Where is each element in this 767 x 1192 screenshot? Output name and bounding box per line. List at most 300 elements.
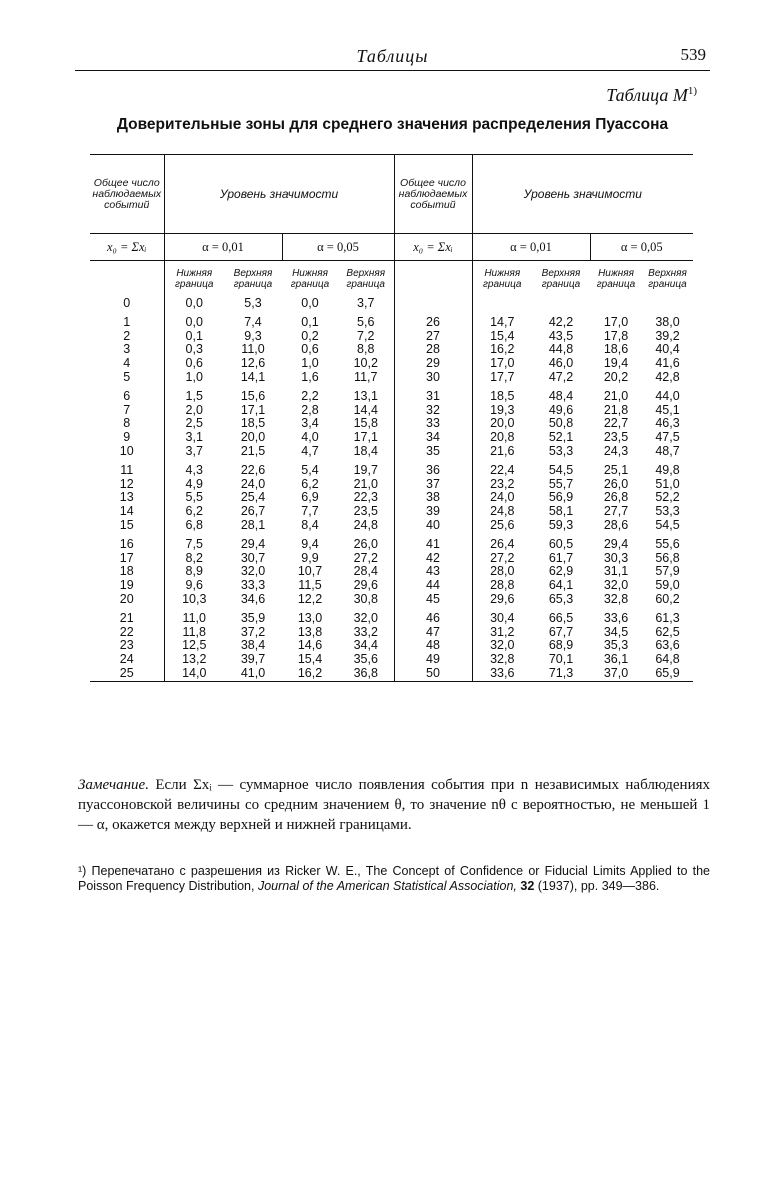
right-value-cell: 32,0 — [490, 638, 515, 653]
right-value-cell: 24,8 — [490, 504, 515, 519]
right-value-cell: 17,0 — [490, 356, 515, 371]
upper-bound-header: Верхняя граница — [338, 261, 394, 298]
left-value-cell: 14,1 — [240, 369, 266, 384]
left-value-cell: 3,7 — [338, 297, 394, 311]
right-value-cell: 26,0 — [603, 476, 629, 491]
rule-cell — [394, 681, 472, 682]
right-value-cell: 24,3 — [603, 443, 629, 458]
right-value-cell: 63,6 — [655, 638, 680, 653]
right-events-cell: 39 — [394, 505, 472, 519]
header-row-1 — [90, 155, 693, 234]
right-events-cell: 42 — [394, 552, 472, 566]
right-value-cell: 57,9 — [655, 564, 680, 579]
table-body — [90, 297, 693, 681]
table-row — [90, 505, 693, 519]
left-value-cell: 33,2 — [338, 626, 394, 640]
left-value-cell: 10,3 — [182, 591, 207, 606]
left-value-cell: 19,7 — [338, 459, 394, 478]
lower-bound-header: Нижняя граница — [174, 268, 214, 290]
right-value-cell: 52,1 — [548, 430, 574, 445]
right-events-cell: 43 — [394, 565, 472, 579]
table-row — [90, 371, 693, 385]
right-value-cell: 46,3 — [655, 416, 680, 431]
right-value-cell: 45,1 — [655, 402, 680, 417]
left-value-cell: 8,9 — [185, 564, 203, 579]
right-value-cell: 27,7 — [603, 504, 629, 519]
left-value-cell: 4,3 — [185, 462, 203, 477]
right-value-cell: 54,5 — [548, 462, 574, 477]
right-value-cell: 29,6 — [490, 591, 515, 606]
left-events-cell: 1 — [90, 311, 164, 330]
table-label — [606, 85, 697, 106]
note-lead: Замечание. — [78, 777, 149, 793]
total-events-header-right: Общее число наблюдаемых событий — [394, 155, 472, 234]
left-value-cell: 11,7 — [338, 371, 394, 385]
left-value-cell: 14,4 — [338, 404, 394, 418]
right-events-cell: 49 — [394, 653, 472, 667]
table-row — [90, 459, 693, 478]
left-events-cell: 15 — [90, 519, 164, 533]
right-value-cell: 53,3 — [655, 504, 680, 519]
right-value-cell: 56,9 — [548, 490, 574, 505]
left-value-cell: 24,8 — [338, 519, 394, 533]
right-value-cell: 22,4 — [490, 462, 515, 477]
left-events-cell: 6 — [90, 385, 164, 404]
right-value-cell: 38,0 — [655, 314, 680, 329]
right-value-cell: 60,2 — [655, 591, 680, 606]
left-value-cell: 0,6 — [185, 356, 203, 371]
upper-bound-header: Верхняя граница — [648, 268, 687, 290]
right-value-cell: 15,4 — [490, 328, 515, 343]
alpha-005-left: α = 0,05 — [282, 234, 394, 261]
left-value-cell: 29,6 — [338, 579, 394, 593]
table-row — [90, 653, 693, 667]
left-value-cell: 16,2 — [297, 665, 323, 680]
left-value-cell: 8,4 — [301, 517, 319, 532]
left-value-cell: 3,4 — [301, 416, 319, 431]
right-events-cell: 38 — [394, 491, 472, 505]
left-value-cell: 11,0 — [182, 610, 206, 625]
left-value-cell: 13,0 — [297, 610, 323, 625]
right-value-cell: 55,6 — [655, 536, 680, 551]
right-value-cell — [590, 297, 642, 311]
left-value-cell: 5,4 — [301, 462, 319, 477]
table-row — [90, 297, 693, 311]
right-value-cell: 31,2 — [490, 624, 515, 639]
table-row — [90, 639, 693, 653]
blank-header-cell — [90, 261, 164, 298]
table-row — [90, 311, 693, 330]
total-events-header: Общее число наблюдаемых событий — [90, 155, 164, 234]
rule-cell — [164, 681, 224, 682]
left-value-cell: 0,0 — [301, 296, 319, 310]
right-value-cell: 71,3 — [548, 665, 574, 680]
right-value-cell: 21,8 — [603, 402, 629, 417]
right-value-cell: 64,8 — [655, 652, 680, 667]
upper-bound-header: Верхняя граница — [541, 268, 581, 290]
left-value-cell: 30,8 — [338, 593, 394, 607]
left-value-cell: 13,1 — [338, 385, 394, 404]
left-value-cell: 7,4 — [244, 314, 262, 329]
table-bottom-rule — [90, 681, 693, 682]
left-events-cell: 8 — [90, 417, 164, 431]
left-value-cell: 15,4 — [297, 652, 323, 667]
right-events-cell: 27 — [394, 330, 472, 344]
header-row-3 — [90, 261, 693, 298]
right-events-cell: 40 — [394, 519, 472, 533]
right-value-cell: 29,4 — [603, 536, 629, 551]
right-value-cell: 48,4 — [548, 388, 574, 403]
left-events-cell: 3 — [90, 343, 164, 357]
left-value-cell: 30,7 — [240, 550, 266, 565]
right-value-cell: 23,2 — [490, 476, 515, 491]
x0-formula-left: x₀ = Σxᵢ — [90, 234, 164, 261]
x0-formula-right: x₀ = Σxᵢ — [394, 234, 472, 261]
right-events-cell: 44 — [394, 579, 472, 593]
left-value-cell: 7,2 — [338, 330, 394, 344]
significance-header-right: Уровень значимости — [472, 155, 693, 234]
left-value-cell: 6,2 — [185, 504, 203, 519]
footnote-volume: 32 — [520, 879, 535, 893]
left-events-cell: 7 — [90, 404, 164, 418]
right-events-cell — [394, 297, 472, 311]
table-row — [90, 445, 693, 459]
left-value-cell: 26,0 — [338, 533, 394, 552]
right-value-cell: 47,5 — [655, 430, 680, 445]
right-value-cell: 20,2 — [603, 369, 629, 384]
rule-cell — [472, 681, 532, 682]
right-value-cell: 50,8 — [548, 416, 574, 431]
right-value-cell: 62,5 — [655, 624, 680, 639]
alpha-005-right: α = 0,05 — [590, 234, 693, 261]
left-value-cell: 4,9 — [185, 476, 203, 491]
left-value-cell: 2,8 — [301, 402, 319, 417]
rule-cell — [642, 681, 693, 682]
right-value-cell: 33,6 — [490, 665, 515, 680]
table-row — [90, 417, 693, 431]
left-value-cell: 7,7 — [301, 504, 319, 519]
left-value-cell: 10,7 — [297, 564, 323, 579]
table-row — [90, 357, 693, 371]
left-value-cell: 9,4 — [301, 536, 319, 551]
rule-cell — [532, 681, 590, 682]
right-value-cell: 43,5 — [548, 328, 574, 343]
right-events-cell: 34 — [394, 431, 472, 445]
footnote-marker: ¹) — [78, 864, 87, 878]
right-value-cell: 59,3 — [548, 517, 574, 532]
right-value-cell: 39,2 — [655, 328, 680, 343]
table-row — [90, 667, 693, 681]
table-row — [90, 626, 693, 640]
right-events-cell: 30 — [394, 371, 472, 385]
left-value-cell: 11,0 — [241, 342, 265, 357]
header-row-2 — [90, 234, 693, 261]
left-events-cell: 24 — [90, 653, 164, 667]
right-value-cell: 32,0 — [603, 578, 629, 593]
confidence-table — [90, 154, 693, 682]
upper-bound-header: Верхняя граница — [233, 268, 273, 290]
table-row — [90, 579, 693, 593]
table-label-footnote-mark: 1) — [687, 85, 697, 97]
right-value-cell: 23,5 — [603, 430, 629, 445]
right-events-cell: 45 — [394, 593, 472, 607]
left-value-cell: 1,0 — [301, 356, 319, 371]
left-events-cell: 14 — [90, 505, 164, 519]
right-value-cell: 30,4 — [490, 610, 515, 625]
left-value-cell: 0,1 — [185, 328, 203, 343]
left-value-cell: 27,2 — [338, 552, 394, 566]
right-value-cell: 47,2 — [548, 369, 574, 384]
rule-cell — [338, 681, 394, 682]
left-value-cell: 9,3 — [244, 328, 262, 343]
left-value-cell: 15,6 — [240, 388, 266, 403]
right-events-cell: 46 — [394, 607, 472, 626]
right-value-cell: 26,8 — [603, 490, 629, 505]
lower-bound-header: Нижняя граница — [596, 268, 636, 290]
left-value-cell: 1,6 — [301, 369, 319, 384]
right-value-cell: 30,3 — [603, 550, 629, 565]
right-value-cell: 59,0 — [655, 578, 680, 593]
right-value-cell: 32,8 — [603, 591, 629, 606]
left-events-cell: 2 — [90, 330, 164, 344]
right-value-cell: 42,8 — [655, 369, 680, 384]
left-value-cell: 29,4 — [240, 536, 266, 551]
left-value-cell: 36,8 — [338, 667, 394, 681]
right-value-cell: 40,4 — [655, 342, 680, 357]
left-events-cell: 19 — [90, 579, 164, 593]
lower-bound-header: Нижняя граница — [290, 268, 330, 290]
left-value-cell: 21,5 — [240, 443, 266, 458]
left-value-cell: 2,0 — [185, 402, 203, 417]
left-value-cell: 14,6 — [297, 638, 323, 653]
right-value-cell: 22,7 — [603, 416, 629, 431]
right-value-cell: 20,0 — [490, 416, 515, 431]
right-events-cell: 33 — [394, 417, 472, 431]
right-events-cell: 32 — [394, 404, 472, 418]
right-value-cell: 52,2 — [655, 490, 680, 505]
right-value-cell: 65,9 — [655, 665, 680, 680]
left-events-cell: 16 — [90, 533, 164, 552]
right-events-cell: 41 — [394, 533, 472, 552]
footnote-journal: Journal of the American Statistical Association, — [257, 879, 517, 893]
left-value-cell: 0,3 — [185, 342, 203, 357]
right-events-cell: 28 — [394, 343, 472, 357]
right-value-cell: 21,6 — [490, 443, 515, 458]
right-events-cell: 26 — [394, 311, 472, 330]
right-value-cell: 26,4 — [490, 536, 515, 551]
footnote-rest: (1937), pp. 349—386. — [537, 879, 660, 893]
table-row — [90, 593, 693, 607]
left-value-cell: 5,6 — [338, 311, 394, 330]
left-events-cell: 10 — [90, 445, 164, 459]
right-value-cell: 68,9 — [548, 638, 574, 653]
table-row — [90, 385, 693, 404]
right-events-cell: 48 — [394, 639, 472, 653]
right-value-cell: 35,3 — [603, 638, 629, 653]
left-value-cell: 41,0 — [240, 665, 266, 680]
rule-cell — [282, 681, 338, 682]
right-value-cell: 25,1 — [603, 462, 629, 477]
left-value-cell: 5,3 — [244, 296, 262, 310]
left-events-cell: 4 — [90, 357, 164, 371]
right-events-cell: 31 — [394, 385, 472, 404]
page-number: 539 — [680, 45, 706, 64]
left-value-cell: 12,2 — [297, 591, 323, 606]
running-header — [75, 40, 710, 71]
right-value-cell: 36,1 — [603, 652, 629, 667]
left-value-cell: 9,6 — [185, 578, 203, 593]
left-value-cell: 17,1 — [338, 431, 394, 445]
right-value-cell: 51,0 — [655, 476, 680, 491]
left-value-cell: 6,9 — [301, 490, 319, 505]
right-value-cell: 70,1 — [548, 652, 574, 667]
left-value-cell: 12,5 — [182, 638, 207, 653]
right-value-cell: 33,6 — [603, 610, 629, 625]
left-value-cell: 4,7 — [301, 443, 319, 458]
table-row — [90, 565, 693, 579]
right-value-cell — [642, 297, 693, 311]
table-row — [90, 519, 693, 533]
right-value-cell: 18,5 — [490, 388, 515, 403]
right-value-cell: 46,0 — [548, 356, 574, 371]
right-value-cell: 44,0 — [655, 388, 680, 403]
left-value-cell: 34,4 — [338, 639, 394, 653]
right-value-cell: 34,5 — [603, 624, 629, 639]
left-value-cell: 39,7 — [240, 652, 266, 667]
right-value-cell: 44,8 — [548, 342, 574, 357]
footnote-text: Перепечатано с разрешения из Ricker W. E., The Concept of Confidence or Fiducial Limits Applied to the Poisson Frequency Distribution, — [78, 864, 710, 893]
rule-cell — [90, 681, 164, 682]
right-value-cell: 62,9 — [548, 564, 574, 579]
left-value-cell: 2,2 — [301, 388, 319, 403]
table-row — [90, 607, 693, 626]
right-value-cell: 19,3 — [490, 402, 515, 417]
table-row — [90, 343, 693, 357]
left-value-cell: 21,0 — [338, 478, 394, 492]
right-value-cell: 60,5 — [548, 536, 574, 551]
note-text: Если Σxᵢ — суммарное число появления события при n независимых наблюдениях пуассоновской величины со средним значением θ, то значение nθ с вероятностью, не меньшей 1 — α, окажется между верхней и нижней границами. — [78, 777, 710, 833]
right-value-cell: 56,8 — [655, 550, 680, 565]
alpha-001-right: α = 0,01 — [472, 234, 590, 261]
left-value-cell: 2,5 — [185, 416, 203, 431]
left-events-cell: 5 — [90, 371, 164, 385]
right-value-cell: 53,3 — [548, 443, 574, 458]
right-events-cell: 36 — [394, 459, 472, 478]
left-value-cell: 6,2 — [301, 476, 319, 491]
right-value-cell: 27,2 — [490, 550, 515, 565]
right-value-cell: 55,7 — [548, 476, 574, 491]
table-row — [90, 533, 693, 552]
right-value-cell: 66,5 — [548, 610, 574, 625]
left-value-cell: 0,2 — [301, 328, 319, 343]
left-value-cell: 9,9 — [301, 550, 319, 565]
rule-cell — [590, 681, 642, 682]
left-value-cell: 0,6 — [301, 342, 319, 357]
right-value-cell: 37,0 — [603, 665, 629, 680]
left-value-cell: 8,2 — [185, 550, 203, 565]
left-events-cell: 18 — [90, 565, 164, 579]
left-value-cell: 4,0 — [301, 430, 319, 445]
left-value-cell: 38,4 — [240, 638, 266, 653]
table-label-text: Таблица M — [606, 85, 688, 105]
left-events-cell: 17 — [90, 552, 164, 566]
left-value-cell: 28,1 — [240, 517, 266, 532]
right-value-cell: 64,1 — [548, 578, 574, 593]
right-events-cell: 50 — [394, 667, 472, 681]
left-value-cell: 12,6 — [240, 356, 266, 371]
table-row — [90, 491, 693, 505]
left-value-cell: 25,4 — [240, 490, 266, 505]
right-value-cell: 17,7 — [490, 369, 515, 384]
right-events-cell: 47 — [394, 626, 472, 640]
table-row — [90, 404, 693, 418]
left-events-cell: 13 — [90, 491, 164, 505]
left-value-cell: 0,0 — [185, 296, 203, 310]
table-row — [90, 478, 693, 492]
left-events-cell: 12 — [90, 478, 164, 492]
left-value-cell: 15,8 — [338, 417, 394, 431]
left-value-cell: 0,0 — [185, 314, 203, 329]
left-value-cell: 3,1 — [185, 430, 203, 445]
right-value-cell — [532, 297, 590, 311]
table-row — [90, 431, 693, 445]
left-value-cell: 7,5 — [185, 536, 203, 551]
significance-header-left: Уровень значимости — [164, 155, 394, 234]
left-value-cell: 18,4 — [338, 445, 394, 459]
left-value-cell: 32,0 — [338, 607, 394, 626]
right-value-cell: 65,3 — [548, 591, 574, 606]
left-value-cell: 28,4 — [338, 565, 394, 579]
alpha-001-left: α = 0,01 — [164, 234, 282, 261]
left-value-cell: 20,0 — [240, 430, 266, 445]
left-value-cell: 14,0 — [182, 665, 207, 680]
left-events-cell: 0 — [90, 297, 164, 311]
left-events-cell: 22 — [90, 626, 164, 640]
left-value-cell: 11,5 — [298, 578, 322, 593]
right-value-cell: 32,8 — [490, 652, 515, 667]
right-value-cell: 16,2 — [490, 342, 515, 357]
right-events-cell: 29 — [394, 357, 472, 371]
left-value-cell: 32,0 — [240, 564, 266, 579]
left-value-cell: 0,1 — [301, 314, 319, 329]
right-value-cell: 49,8 — [655, 462, 680, 477]
left-value-cell: 17,1 — [240, 402, 266, 417]
left-value-cell: 18,5 — [240, 416, 266, 431]
left-events-cell: 11 — [90, 459, 164, 478]
table-row — [90, 552, 693, 566]
left-value-cell: 10,2 — [338, 357, 394, 371]
left-value-cell: 13,2 — [182, 652, 207, 667]
right-value-cell: 20,8 — [490, 430, 515, 445]
left-events-cell: 20 — [90, 593, 164, 607]
left-value-cell: 8,8 — [338, 343, 394, 357]
left-value-cell: 33,3 — [240, 578, 266, 593]
right-value-cell: 42,2 — [548, 314, 574, 329]
right-events-cell: 35 — [394, 445, 472, 459]
right-value-cell: 14,7 — [490, 314, 515, 329]
right-value-cell: 58,1 — [548, 504, 574, 519]
left-value-cell: 37,2 — [240, 624, 266, 639]
left-value-cell: 35,9 — [240, 610, 266, 625]
left-value-cell: 22,6 — [240, 462, 266, 477]
footnote — [78, 864, 710, 894]
note-paragraph — [78, 775, 710, 835]
right-value-cell: 17,8 — [603, 328, 629, 343]
running-title: Таблицы — [356, 46, 429, 66]
left-value-cell: 5,5 — [185, 490, 203, 505]
right-value-cell: 48,7 — [655, 443, 680, 458]
right-value-cell: 28,8 — [490, 578, 515, 593]
